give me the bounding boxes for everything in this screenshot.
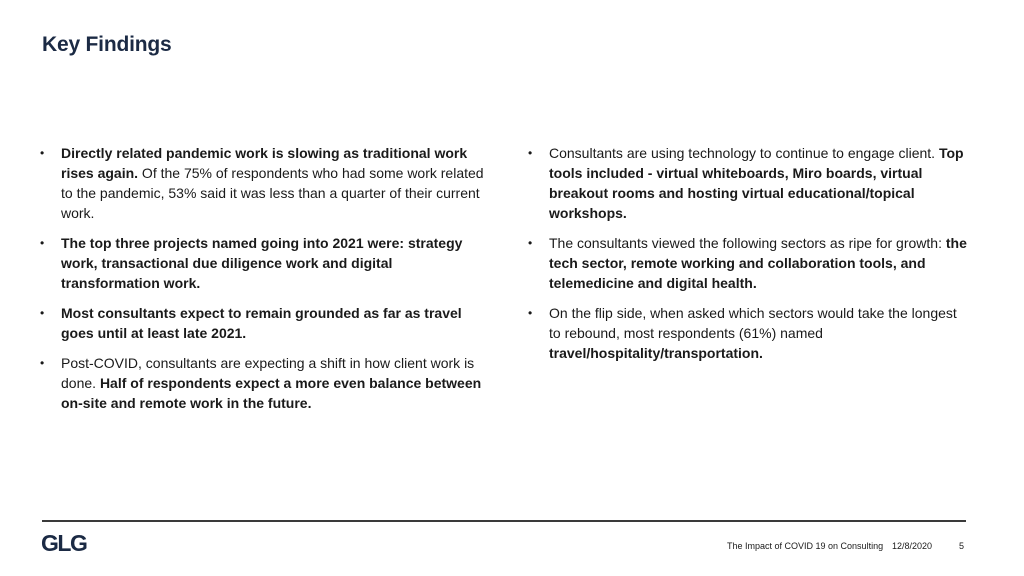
footer-date: 12/8/2020 xyxy=(892,541,933,551)
finding-bold-text: Directly related pandemic work is slowing as traditional work rises again. xyxy=(61,145,468,181)
glg-logo: GLG xyxy=(41,530,87,556)
finding-bold-text: travel/hospitality/transportation. xyxy=(549,345,763,361)
finding-normal-text: Consultants are using technology to continue to engage client. xyxy=(549,145,939,161)
finding-item xyxy=(528,143,968,223)
right-findings-list xyxy=(528,143,968,373)
finding-item xyxy=(40,353,485,413)
finding-item xyxy=(528,303,968,363)
finding-bold-text: Most consultants expect to remain grounded as far as travel goes until at least late 2021. xyxy=(61,305,462,341)
slide-title: Key Findings xyxy=(42,33,172,56)
left-findings-list xyxy=(40,143,485,423)
finding-bold-text: Top tools included - virtual whiteboards, Miro boards, virtual breakout rooms and hosting virtual educational/topical workshops. xyxy=(549,145,964,221)
finding-bold-text: The top three projects named going into 2021 were: strategy work, transactional due diligence work and digital transformation work. xyxy=(61,235,463,291)
finding-normal-text: On the flip side, when asked which sectors would take the longest to rebound, most respondents (61%) named xyxy=(549,305,957,341)
finding-normal-text: The consultants viewed the following sectors as ripe for growth: xyxy=(549,235,946,251)
finding-item xyxy=(528,233,968,293)
finding-bold-text: the tech sector, remote working and collaboration tools, and telemedicine and digital health. xyxy=(549,235,967,291)
finding-normal-text: Post-COVID, consultants are expecting a shift in how client work is done. xyxy=(61,355,475,391)
footer-divider xyxy=(42,520,966,522)
footer-report-title: The Impact of COVID 19 on Consulting xyxy=(727,541,884,551)
page-number: 5 xyxy=(959,541,965,551)
finding-normal-text: Of the 75% of respondents who had some work related to the pandemic, 53% said it was less than a quarter of their current work. xyxy=(61,165,484,221)
finding-item xyxy=(40,233,485,293)
finding-item xyxy=(40,143,485,223)
finding-item xyxy=(40,303,485,343)
finding-bold-text: Half of respondents expect a more even balance between on-site and remote work in the future. xyxy=(61,375,482,411)
